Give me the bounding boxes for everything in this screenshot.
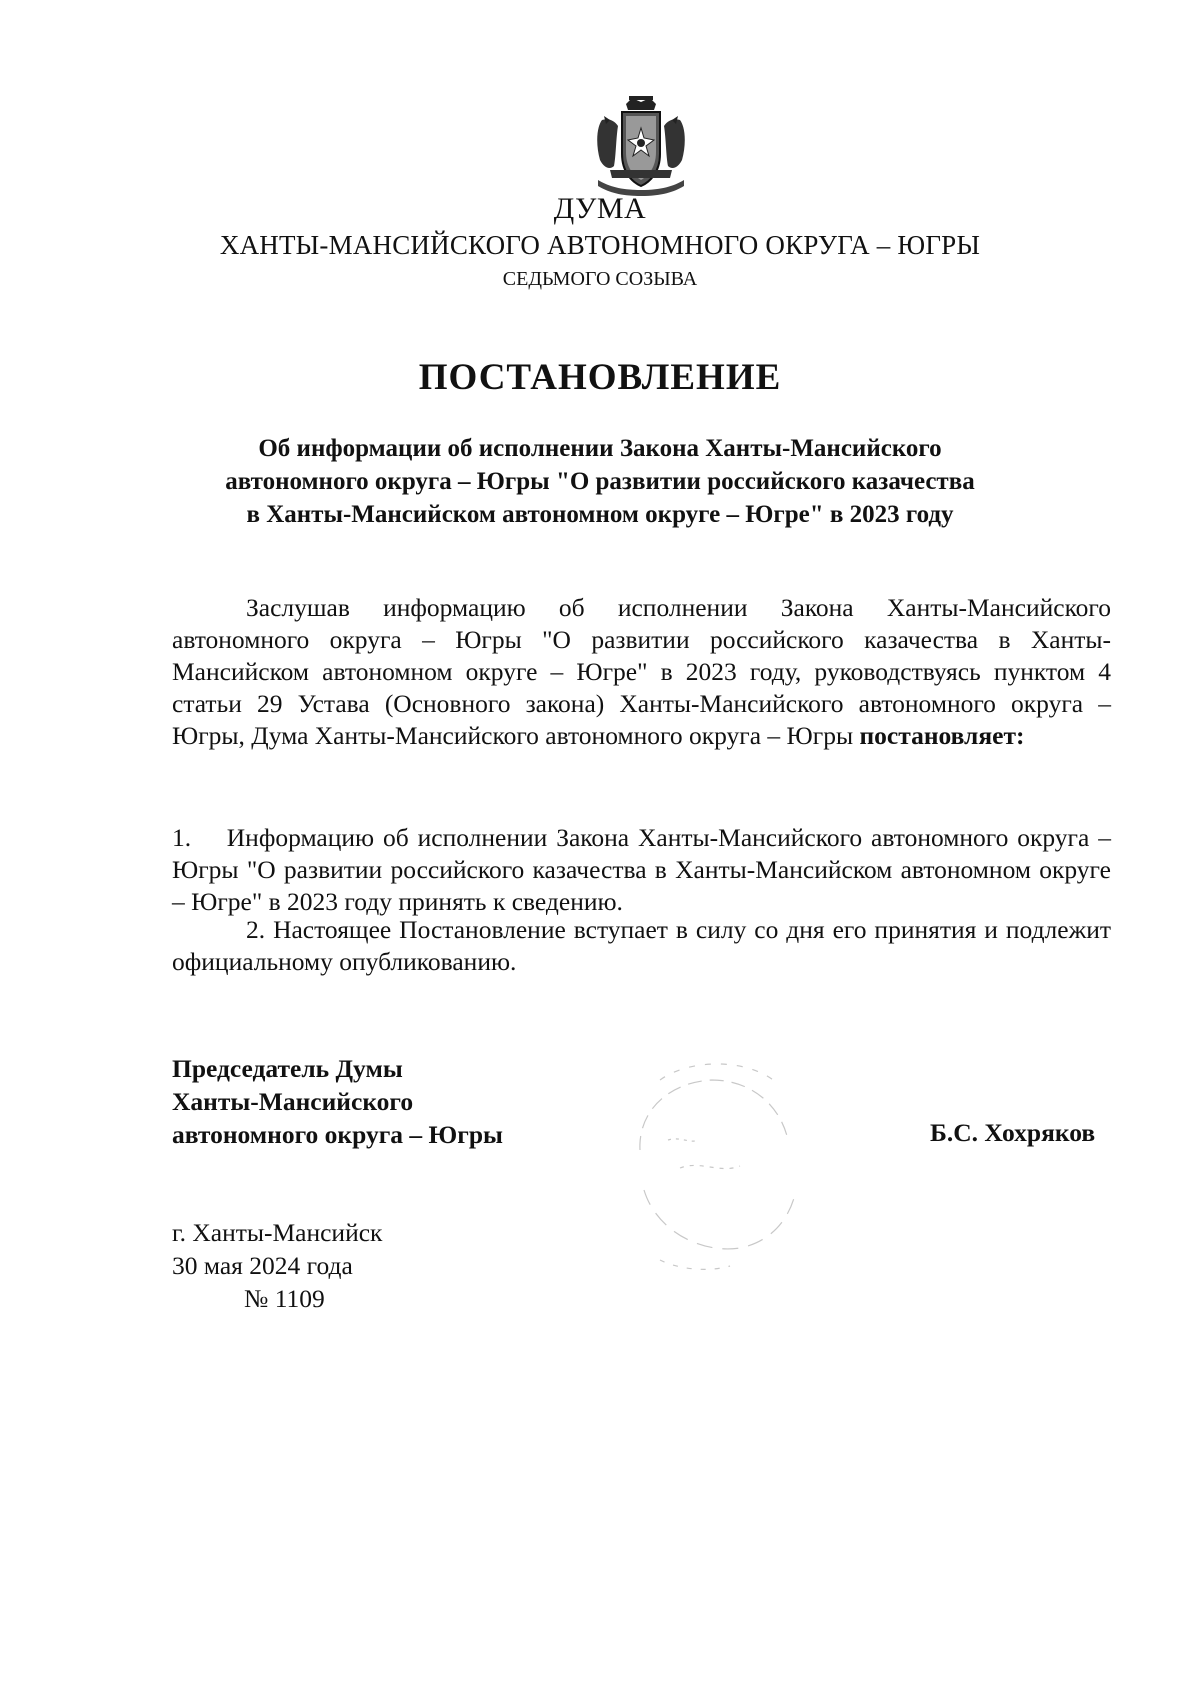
item-text: Настоящее Постановление вступает в силу со дня его принятия и подлежит официальному опубликованию. xyxy=(172,915,1111,976)
preamble-paragraph xyxy=(172,592,1111,752)
organization-name: ДУМА xyxy=(553,192,647,225)
subject-line: автономного округа – Югры "О развитии российского казачества xyxy=(225,468,975,495)
signer-position xyxy=(172,1052,503,1151)
convocation: СЕДЬМОГО СОЗЫВА xyxy=(502,268,698,290)
resolution-item-2 xyxy=(172,914,1111,978)
item-number: 1. xyxy=(172,823,192,852)
document-footer xyxy=(172,1216,382,1315)
item-text: Информацию об исполнении Закона Ханты-Мансийского автономного округа – Югры "О развитии российского казачества в Ханты-Мансийском автономном округе – Югре" в 2023 году принять к сведению. xyxy=(172,823,1111,916)
signer-name: Б.С. Хохряков xyxy=(930,1118,1096,1147)
signer-position-line: Председатель Думы xyxy=(172,1054,403,1083)
resolves-text: постановляет: xyxy=(859,721,1025,750)
document-date: 30 мая 2024 года xyxy=(172,1251,353,1280)
organization-region: ХАНТЫ-МАНСИЙСКОГО АВТОНОМНОГО ОКРУГА – ЮГРЫ xyxy=(219,230,981,260)
subject-line: в Ханты-Мансийском автономном округе – Югре" в 2023 году xyxy=(246,501,954,528)
document-number: № 1109 xyxy=(244,1284,325,1313)
subject-line: Об информации об исполнении Закона Ханты-Мансийского xyxy=(258,435,942,462)
resolution-item-1 xyxy=(172,822,1111,918)
document-subject xyxy=(150,432,1050,531)
document-type: ПОСТАНОВЛЕНИЕ xyxy=(418,357,782,398)
khmao-coat-of-arms-icon xyxy=(588,94,694,198)
signer-position-line: Ханты-Мансийского xyxy=(172,1087,414,1116)
official-seal-icon xyxy=(620,1040,820,1280)
city: г. Ханты-Мансийск xyxy=(172,1218,383,1247)
preamble-text: Заслушав информацию об исполнении Закона Ханты-Мансийского автономного округа – Югры "О развитии российского казачества в Ханты-Мансийском автономном округе – Югре" в 2023 году, руководствуясь пунктом 4 статьи 29 Устава (Основного закона) Ханты-Мансийского автономного округа – Югры, Дума Ханты-Мансийского автономного округа – Югры xyxy=(172,593,1111,750)
signer-position-line: автономного округа – Югры xyxy=(172,1120,503,1149)
item-number: 2. xyxy=(246,915,266,944)
